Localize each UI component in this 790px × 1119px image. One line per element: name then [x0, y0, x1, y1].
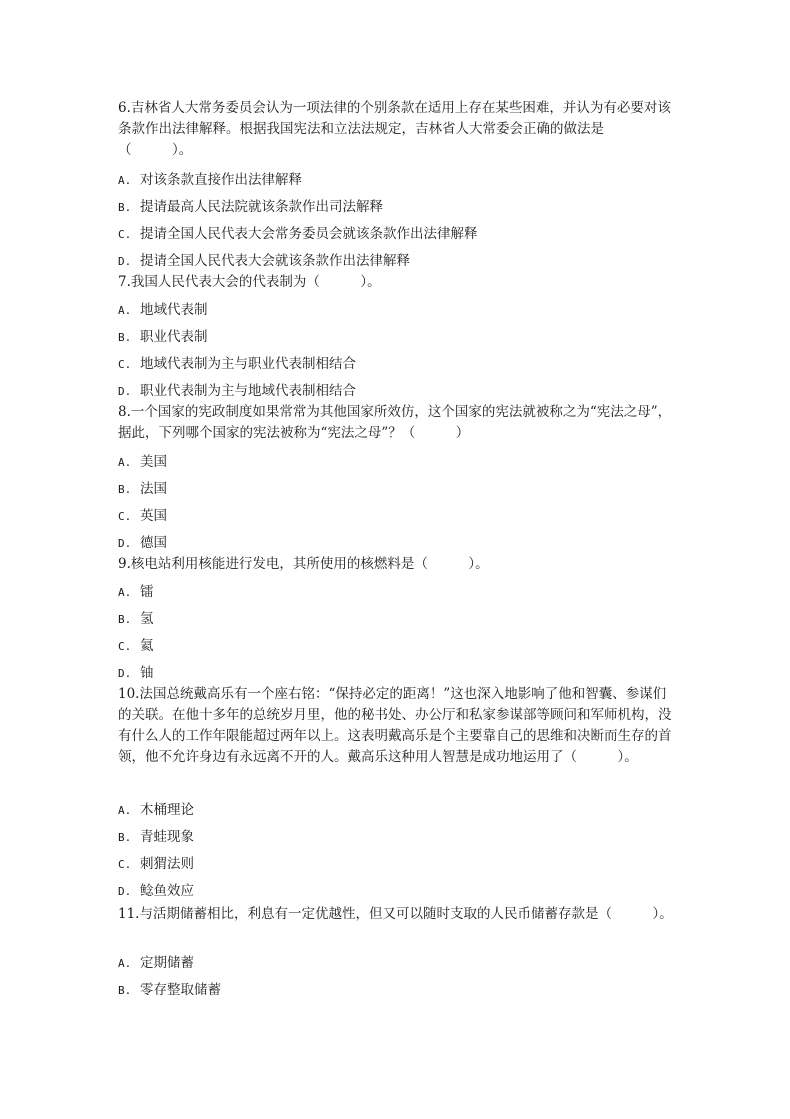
- question-9-option-c: [118, 636, 154, 657]
- option-label: B.: [118, 201, 132, 214]
- option-text: 地域代表制为主与职业代表制相结合: [140, 356, 356, 372]
- question-11-option-b: [118, 980, 221, 1001]
- option-label: A.: [118, 804, 132, 817]
- option-label: B.: [118, 984, 132, 997]
- option-label: D.: [118, 885, 132, 898]
- question-8-stem: 8.一个国家的宪政制度如果常常为其他国家所效仿，这个国家的宪法就被称之为“宪法之母”，据此，下列哪个国家的宪法被称为“宪法之母”？（ ）: [118, 404, 672, 441]
- question-8-option-c: [118, 506, 167, 527]
- question-8-option-b: [118, 479, 167, 500]
- option-text: 提请最高人民法院就该条款作出司法解释: [140, 199, 383, 215]
- option-label: B.: [118, 331, 132, 344]
- option-text: 青蛙现象: [140, 829, 194, 845]
- question-7-option-a: [118, 300, 208, 321]
- question-10-option-d: [118, 881, 194, 902]
- question-9-option-d: [118, 663, 154, 684]
- option-text: 鲶鱼效应: [140, 883, 194, 899]
- option-text: 德国: [140, 535, 167, 551]
- question-6-stem: 6.吉林省人大常务委员会认为一项法律的个别条款在适用上存在某些困难，并认为有必要对该条款作出法律解释。根据我国宪法和立法法规定，吉林省人大常委会正确的做法是（ ）。: [118, 100, 671, 158]
- question-9-option-a: [118, 582, 154, 603]
- option-text: 氢: [140, 611, 154, 627]
- option-text: 零存整取储蓄: [140, 982, 221, 998]
- option-label: A.: [118, 456, 132, 469]
- question-6-option-b: [118, 197, 383, 218]
- option-label: B.: [118, 613, 132, 626]
- option-text: 定期储蓄: [140, 955, 194, 971]
- option-label: D.: [118, 385, 132, 398]
- option-text: 铀: [140, 665, 154, 681]
- option-label: A.: [118, 586, 132, 599]
- option-text: 木桶理论: [140, 802, 194, 818]
- option-text: 法国: [140, 481, 167, 497]
- question-10-option-a: [118, 800, 194, 821]
- question-6-option-c: [118, 224, 478, 245]
- question-11-option-a: [118, 953, 194, 974]
- option-label: B.: [118, 483, 132, 496]
- option-text: 氦: [140, 638, 154, 654]
- question-7-option-b: [118, 327, 208, 348]
- option-label: B.: [118, 831, 132, 844]
- option-text: 镭: [140, 584, 154, 600]
- option-label: D.: [118, 537, 132, 550]
- option-text: 刺猬法则: [140, 856, 194, 872]
- question-7-option-d: [118, 381, 356, 402]
- option-text: 对该条款直接作出法律解释: [140, 172, 302, 188]
- question-7-option-c: [118, 354, 356, 375]
- option-text: 职业代表制为主与地域代表制相结合: [140, 383, 356, 399]
- option-label: D.: [118, 255, 132, 268]
- question-9-option-b: [118, 609, 154, 630]
- option-label: C.: [118, 510, 132, 523]
- question-6-option-d: [118, 251, 410, 272]
- question-8-option-d: [118, 533, 167, 554]
- option-label: C.: [118, 228, 132, 241]
- option-text: 地域代表制: [140, 302, 208, 318]
- option-label: C.: [118, 858, 132, 871]
- option-text: 职业代表制: [140, 329, 208, 345]
- option-text: 美国: [140, 454, 167, 470]
- option-label: A.: [118, 174, 132, 187]
- option-label: C.: [118, 358, 132, 371]
- question-8-option-a: [118, 452, 167, 473]
- option-label: C.: [118, 640, 132, 653]
- option-text: 提请全国人民代表大会就该条款作出法律解释: [140, 253, 410, 269]
- option-text: 英国: [140, 508, 167, 524]
- question-7-stem: 7.我国人民代表大会的代表制为（ ）。: [118, 274, 381, 290]
- option-label: A.: [118, 957, 132, 970]
- option-label: A.: [118, 304, 132, 317]
- question-11-stem: 11.与活期储蓄相比，利息有一定优越性，但又可以随时支取的人民币储蓄存款是（ ）。: [118, 906, 673, 922]
- question-10-option-c: [118, 854, 194, 875]
- question-9-stem: 9.核电站利用核能进行发电，其所使用的核燃料是（ ）。: [118, 556, 489, 572]
- question-6-option-a: [118, 170, 302, 191]
- option-label: D.: [118, 667, 132, 680]
- question-10-option-b: [118, 827, 194, 848]
- question-10-stem: 10.法国总统戴高乐有一个座右铭：“保持必定的距离！”这也深入地影响了他和智囊、参谋们的关联。在他十多年的总统岁月里，他的秘书处、办公厅和私家参谋部等顾问和军师机构，没有什么人的工作年限能超过两年以上。这表明戴高乐是个主要靠自己的思维和决断而生存的首领，他不允许身边有永远离不开的人。戴高乐这种用人智慧是成功地运用了（ ）。: [118, 686, 672, 765]
- option-text: 提请全国人民代表大会常务委员会就该条款作出法律解释: [140, 226, 478, 242]
